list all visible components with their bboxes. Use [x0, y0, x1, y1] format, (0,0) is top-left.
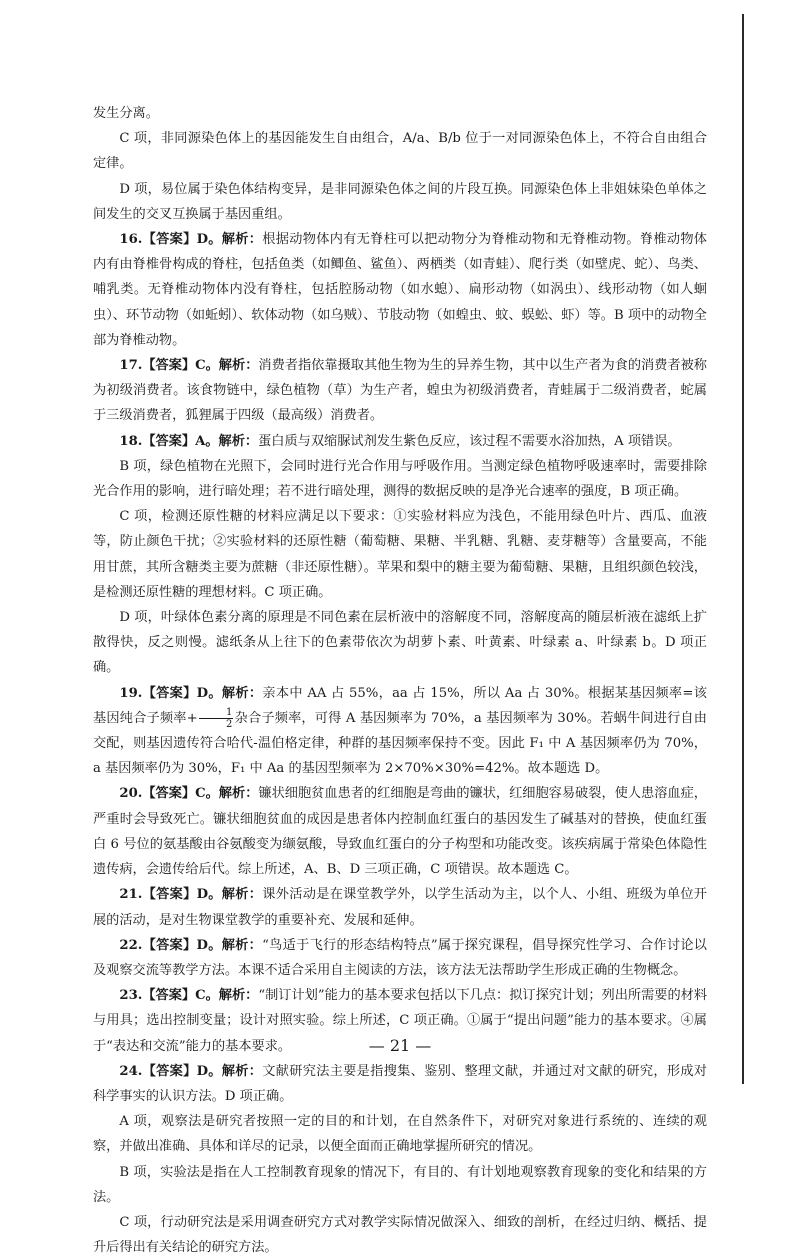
answer-24: 24.【答案】D。解析：文献研究法主要是指搜集、鉴别、整理文献，并通过对文献的研究，形成对科学事实的认识方法。D 项正确。	[93, 1063, 707, 1104]
answer-18-option-c: C 项，检测还原性糖的材料应满足以下要求：①实验材料应为浅色，不能用绿色叶片、西瓜、血液等，防止颜色干扰；②实验材料的还原性糖（葡萄糖、果糖、半乳糖、乳糖、麦芽糖等）含量要高，不能用甘蔗，其所含糖类主要为蔗糖（非还原性糖）。苹果和梨中的糖主要为葡萄糖、果糖，且组织颜色较浅，是检测还原性糖的理想材料。C 项正确。	[93, 509, 707, 600]
answer-19: 19.【答案】D。解析：亲本中 AA 占 55%，aa 占 15%，所以 Aa 占 30%。根据某基因频率=该基因纯合子频率+ $\frac{1}{2}$ 杂合子频率，可得 A 基因频率为 70%，a 基因频率为 30%。若蜗牛间进行自由交配，则基因遗传符合哈代-温伯格定律，种群的基因频率保持不变。因此 F₁ 中 A 基因频率仍为 70%，a 基因频率仍为 30%，F₁ 中 Aa 的基因型频率为 2×70%×30%=42%。故本题选 D。	[93, 685, 707, 777]
answer-explanations	[93, 101, 707, 1260]
binding-margin-line	[742, 14, 744, 1084]
answer-tag: 16.【答案】D。解析：	[119, 232, 263, 248]
answer-18: 18.【答案】A。解析：蛋白质与双缩脲试剂发生紫色反应，该过程不需要水浴加热，A 项错误。	[119, 433, 681, 449]
answer-tag: 22.【答案】D。解析：	[119, 937, 263, 953]
answer-18-option-b: B 项，绿色植物在光照下，会同时进行光合作用与呼吸作用。当测定绿色植物呼吸速率时，需要排除光合作用的影响，进行暗处理；若不进行暗处理，测得的数据反映的是净光合速率的强度，B 项正确。	[93, 458, 707, 500]
answer-tag: 18.【答案】A。解析：	[119, 433, 259, 449]
answer-23: 23.【答案】C。解析：“制订计划”能力的基本要求包括以下几点：拟订探究计划；列出所需要的材料与用具；选出控制变量；设计对照实验。综上所述，C 项正确。①属于“提出问题”能力的基本要求。④属于“表达和交流”能力的基本要求。	[93, 988, 708, 1054]
answer-24-option-b: B 项，实验法是指在人工控制教育现象的情况下，有目的、有计划地观察教育现象的变化和结果的方法。	[93, 1164, 707, 1205]
paragraph-option-c: C 项，非同源染色体上的基因能发生自由组合，A/a、B/b 位于一对同源染色体上，不符合自由组合定律。	[93, 131, 707, 172]
page-number: — 21 —	[368, 1036, 432, 1055]
answer-tag: 19.【答案】D。解析：	[119, 685, 263, 701]
paragraph-option-d: D 项，易位属于染色体结构变异，是非同源染色体之间的片段互换。同源染色体上非姐妹染色单体之间发生的交叉互换属于基因重组。	[93, 181, 707, 222]
answer-17: 17.【答案】C。解析：消费者指依靠摄取其他生物为生的异养生物，其中以生产者为食的消费者被称为初级消费者。该食物链中，绿色植物（草）为生产者，蝗虫为初级消费者，青蛙属于二级消费者，蛇属于三级消费者，狐狸属于四级（最高级）消费者。	[93, 358, 707, 424]
fraction-one-half: $\frac{1}{2}$	[199, 707, 234, 730]
answer-18-option-d: D 项，叶绿体色素分离的原理是不同色素在层析液中的溶解度不同，溶解度高的随层析液在滤纸上扩散得快，反之则慢。滤纸条从上往下的色素带依次为胡萝卜素、叶黄素、叶绿素 a、叶绿素 b。D 项正确。	[93, 610, 707, 676]
answer-21: 21.【答案】D。解析：课外活动是在课堂教学外，以学生活动为主，以个人、小组、班级为单位开展的活动，是对生物课堂教学的重要补充、发展和延伸。	[93, 887, 707, 928]
answer-24-option-c: C 项，行动研究法是采用调查研究方式对教学实际情况做深入、细致的剖析，在经过归纳、概括、提升后得出有关结论的研究方法。	[93, 1214, 707, 1256]
answer-22: 22.【答案】D。解析：“鸟适于飞行的形态结构特点”属于探究课程，倡导探究性学习、合作讨论以及观察交流等教学方法。本课不适合采用自主阅读的方法，该方法无法帮助学生形成正确的生物概念。	[93, 937, 707, 978]
answer-20: 20.【答案】C。解析：镰状细胞贫血患者的红细胞是弯曲的镰状，红细胞容易破裂，使人患溶血症，严重时会导致死亡。镰状细胞贫血的成因是患者体内控制血红蛋白的基因发生了碱基对的替换，使血红蛋白 6 号位的氨基酸由谷氨酸变为缬氨酸，导致血红蛋白的分子构型和功能改变。该疾病属于常染色体隐性遗传病，会遗传给后代。综上所述，A、B、D 三项正确，C 项错误。故本题选 C。	[93, 786, 707, 878]
answer-24-option-a: A 项，观察法是研究者按照一定的目的和计划，在自然条件下，对研究对象进行系统的、连续的观察，并做出准确、具体和详尽的记录，以便全面而正确地掌握所研究的情况。	[93, 1114, 707, 1155]
answer-tag: 20.【答案】C。解析：	[119, 786, 259, 802]
paragraph-continuation: 发生分离。	[93, 106, 159, 121]
answer-16: 16.【答案】D。解析：根据动物体内有无脊柱可以把动物分为脊椎动物和无脊椎动物。脊椎动物体内有由脊椎骨构成的脊柱，包括鱼类（如鲫鱼、鲨鱼）、两栖类（如青蛙）、爬行类（如壁虎、蛇）、鸟类、哺乳类。无脊椎动物体内没有脊柱，包括腔肠动物（如水螅）、扁形动物（如涡虫）、线形动物（如人蛔虫）、环节动物（如蚯蚓）、软体动物（如乌贼）、节肢动物（如蝗虫、蚊、蜈蚣、虾）等。B 项中的动物全部为脊椎动物。	[93, 232, 707, 348]
answer-tag: 17.【答案】C。解析：	[119, 358, 259, 374]
answer-tag: 21.【答案】D。解析：	[119, 887, 263, 903]
answer-tag: 23.【答案】C。解析：	[119, 988, 259, 1004]
answer-tag: 24.【答案】D。解析：	[119, 1063, 263, 1079]
